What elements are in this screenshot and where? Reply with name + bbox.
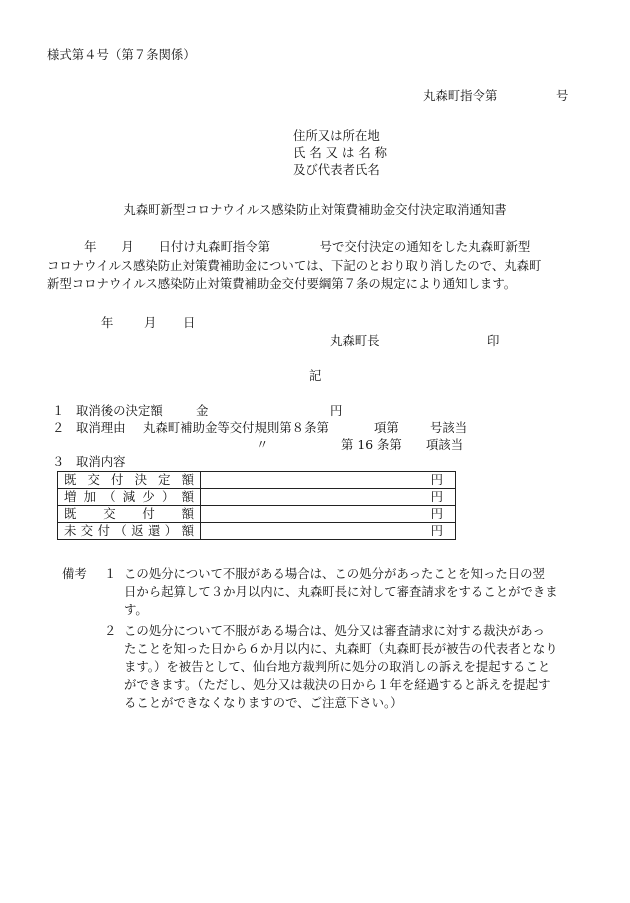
ki-heading: 記: [309, 368, 322, 383]
remark-number: ２: [104, 622, 117, 638]
table-row-unit: 円: [201, 506, 456, 523]
document-title: 丸森町新型コロナウイルス感染防止対策費補助金交付決定取消通知書: [123, 202, 507, 217]
body-line-3: 新型コロナウイルス感染防止対策費補助金交付要綱第７条の規定により通知します。: [47, 276, 517, 291]
date-day: 日: [183, 315, 196, 330]
table-row-label: 既交付額: [58, 506, 201, 523]
table-row: [58, 506, 456, 523]
date-month: 月: [144, 315, 157, 330]
recipient-address-label: 住所又は所在地: [293, 128, 380, 143]
item2-kou: 項第: [374, 420, 399, 435]
table-row-unit: 円: [201, 523, 456, 540]
remarks-heading: 備考: [62, 566, 87, 581]
body-line-2: コロナウイルス感染防止対策費補助金については、下記のとおり取り消したので、丸森町: [47, 258, 542, 273]
form-label: 様式第４号（第７条関係）: [47, 47, 196, 62]
reference-number-prefix: 丸森町指令第: [423, 88, 498, 103]
date-year: 年: [101, 315, 114, 330]
body-line-1: 年 月 日付け丸森町指令第 号で交付決定の通知をした丸森町新型: [47, 239, 531, 254]
cancellation-details-table: [57, 471, 456, 540]
item3-number: ３: [52, 454, 65, 469]
item1-number: １: [52, 403, 65, 418]
item2-ditto-mark: 〃: [256, 437, 269, 452]
item2-rule: 丸森町補助金等交付規則第８条第: [143, 420, 329, 435]
remarks-section: [62, 565, 582, 713]
item3-label: 取消内容: [76, 454, 126, 469]
table-row: [58, 523, 456, 540]
item2-article16: 第 16 条第: [341, 437, 402, 452]
remark-text: この処分について不服がある場合は、この処分があったことを知った日の翌 日から起算して３か月以内に、丸森町長に対して審査請求をすることができま す。: [124, 566, 558, 618]
item1-prefix: 金: [196, 403, 209, 418]
item2-label: 取消理由: [76, 420, 126, 435]
table-row-unit: 円: [201, 472, 456, 489]
item1-label: 取消後の決定額: [76, 403, 163, 418]
issuer-title: 丸森町長: [330, 333, 380, 348]
table-row-unit: 円: [201, 489, 456, 506]
table-row-label: 未交付（返還）額: [58, 523, 201, 540]
item2-number: ２: [52, 420, 65, 435]
table-row-label: 既交付決定額: [58, 472, 201, 489]
table-row: [58, 472, 456, 489]
table-row-label: 増加（減少）額: [58, 489, 201, 506]
recipient-name-label: 氏 名 又 は 名 称: [293, 145, 388, 160]
item1-unit: 円: [330, 403, 343, 418]
recipient-representative-label: 及び代表者氏名: [293, 162, 380, 177]
remark-item: [62, 565, 582, 620]
item2-gou: 号該当: [430, 420, 468, 435]
seal-mark: 印: [487, 333, 500, 348]
remark-text: この処分について不服がある場合は、処分又は審査請求に対する裁決があっ たことを知った日から６か月以内に、丸森町（丸森町長が被告の代表者となり ます。）を被告として、仙台地方裁判所に処分の取消しの訴えを提起すること ができます。（ただし、処分又は裁決の日から１年を経過すると訴えを提起す ることができなくなりますので、ご注意下さい。）: [124, 622, 558, 711]
item2-kou2: 項該当: [426, 437, 464, 452]
table-row: [58, 489, 456, 506]
remark-number: １: [104, 566, 117, 581]
remark-item: [62, 622, 582, 713]
reference-number-suffix: 号: [556, 88, 569, 103]
